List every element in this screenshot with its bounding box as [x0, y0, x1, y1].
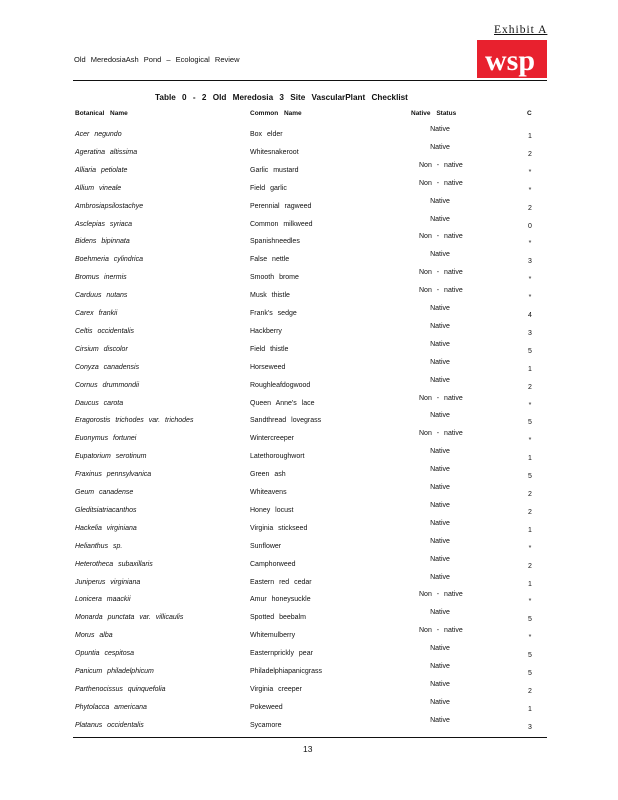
- common-name-cell: Garlic mustard: [250, 166, 299, 174]
- native-status-cell: Non - native: [419, 627, 463, 635]
- common-name-cell: Spotted beebalm: [250, 614, 306, 622]
- native-status-cell: Native: [430, 698, 450, 706]
- native-status-cell: Native: [430, 519, 450, 527]
- common-name-cell: Spanishneedles: [250, 238, 300, 246]
- c-value-cell: 2: [528, 508, 532, 516]
- c-value-cell: 3: [528, 723, 532, 731]
- native-status-cell: Native: [430, 609, 450, 617]
- logo-text: wsp: [484, 44, 536, 77]
- botanical-name-cell: Carex frankii: [75, 310, 118, 317]
- common-name-cell: Virginia creeper: [250, 685, 302, 693]
- c-value-cell: 4: [528, 312, 532, 319]
- common-name-cell: Sandthread lovegrass: [250, 417, 322, 425]
- table-row: [0, 322, 618, 346]
- common-name-cell: Camphorweed: [250, 560, 296, 568]
- common-name-cell: Whitemulberry: [250, 632, 296, 640]
- table-row: [0, 484, 618, 507]
- c-value-cell: 2: [528, 383, 532, 391]
- table-row: [0, 161, 618, 185]
- c-value-cell: *: [528, 294, 532, 302]
- native-status-cell: Non - native: [419, 591, 463, 599]
- table-row: [0, 663, 618, 686]
- native-status-cell: Native: [430, 340, 450, 348]
- botanical-name-cell: Ageratina altissima: [75, 148, 138, 156]
- table-row: [0, 233, 618, 259]
- table-row: [0, 143, 618, 167]
- table-row: [0, 340, 618, 364]
- column-header-common: Common Name: [250, 110, 302, 117]
- table-row: [0, 197, 618, 221]
- c-value-cell: 2: [528, 491, 532, 498]
- table-row: [0, 358, 618, 382]
- botanical-name-cell: Cornus drummondii: [75, 381, 140, 389]
- native-status-cell: Non - native: [419, 269, 463, 277]
- column-header-botanical: Botanical Name: [75, 110, 128, 117]
- header-rule: [73, 80, 547, 81]
- native-status-cell: Native: [430, 680, 450, 688]
- c-value-cell: 1: [528, 526, 532, 534]
- table-row: [0, 251, 618, 277]
- c-value-cell: 1: [528, 133, 532, 140]
- botanical-name-cell: Hackelia virginiana: [75, 524, 137, 532]
- common-name-cell: Perennial ragweed: [250, 202, 312, 210]
- common-name-cell: Honey locust: [250, 506, 294, 514]
- c-value-cell: 5: [528, 616, 532, 624]
- common-name-cell: Roughleafdogwood: [250, 381, 311, 389]
- native-status-cell: Native: [430, 305, 450, 312]
- table-row: [0, 519, 618, 543]
- botanical-name-cell: Eupatorium serotinum: [75, 453, 147, 461]
- c-value-cell: *: [528, 186, 532, 194]
- common-name-cell: Pokeweed: [250, 703, 283, 711]
- botanical-name-cell: Opuntia cespitosa: [75, 650, 135, 658]
- common-name-cell: Amur honeysuckle: [250, 596, 311, 604]
- footer-rule: [73, 737, 547, 738]
- native-status-cell: Native: [430, 376, 450, 384]
- c-value-cell: 2: [528, 687, 532, 695]
- native-status-cell: Non - native: [419, 179, 463, 187]
- c-value-cell: *: [528, 401, 532, 409]
- table-row: [0, 680, 618, 704]
- native-status-cell: Native: [430, 197, 450, 205]
- c-value-cell: 5: [528, 670, 532, 677]
- native-status-cell: Native: [430, 322, 450, 330]
- common-name-cell: Musk thistle: [250, 292, 290, 300]
- common-name-cell: Virginia stickseed: [250, 524, 308, 532]
- wsp-logo: [477, 40, 547, 78]
- native-status-cell: Native: [430, 358, 450, 366]
- table-row: [0, 573, 618, 597]
- table-row: [0, 305, 618, 328]
- botanical-name-cell: Eragorostis trichodes var. trichodes: [75, 417, 194, 425]
- common-name-cell: Field thistle: [250, 345, 289, 353]
- botanical-name-cell: Boehmeria cylindrica: [75, 256, 143, 264]
- document-title: Old MeredosiaAsh Pond – Ecological Review: [74, 55, 240, 64]
- common-name-cell: Common milkweed: [250, 220, 313, 228]
- c-value-cell: 1: [528, 455, 532, 463]
- botanical-name-cell: Celtis occidentalis: [75, 327, 135, 335]
- table-row: [0, 269, 618, 295]
- botanical-name-cell: Acer negundo: [75, 131, 122, 138]
- common-name-cell: Whitesnakeroot: [250, 148, 299, 156]
- common-name-cell: Whiteavens: [250, 489, 287, 496]
- table-row: [0, 555, 618, 579]
- table-row: [0, 376, 618, 400]
- native-status-cell: Native: [430, 716, 450, 724]
- common-name-cell: Latethoroughwort: [250, 453, 305, 461]
- botanical-name-cell: Juniperus virginiana: [75, 578, 141, 586]
- c-value-cell: *: [528, 634, 532, 642]
- c-value-cell: 5: [528, 473, 532, 481]
- native-status-cell: Non - native: [419, 287, 463, 295]
- common-name-cell: Field garlic: [250, 184, 287, 192]
- botanical-name-cell: Bidens bipinnata: [75, 238, 130, 246]
- table-row: [0, 698, 618, 722]
- native-status-cell: Native: [430, 412, 450, 420]
- botanical-name-cell: Heterotheca subaxillaris: [75, 560, 153, 568]
- c-value-cell: 5: [528, 419, 532, 427]
- table-row: [0, 537, 618, 561]
- common-name-cell: Sunflower: [250, 542, 282, 550]
- common-name-cell: Wintercreeper: [250, 435, 294, 443]
- c-value-cell: 3: [528, 258, 532, 266]
- native-status-cell: Native: [430, 143, 450, 151]
- c-value-cell: *: [528, 598, 532, 606]
- common-name-cell: Eastern red cedar: [250, 578, 312, 586]
- native-status-cell: Native: [430, 215, 450, 223]
- common-name-cell: Queen Anne's lace: [250, 399, 315, 407]
- common-name-cell: Horseweed: [250, 363, 286, 371]
- native-status-cell: Native: [430, 448, 450, 456]
- native-status-cell: Native: [430, 537, 450, 545]
- botanical-name-cell: Alliaria petiolate: [75, 166, 128, 174]
- native-status-cell: Native: [430, 645, 450, 653]
- common-name-cell: Green ash: [250, 471, 286, 479]
- c-value-cell: 5: [528, 652, 532, 660]
- c-value-cell: 1: [528, 705, 532, 713]
- botanical-name-cell: Euonymus fortunei: [75, 435, 137, 443]
- botanical-name-cell: Cirsium discolor: [75, 345, 128, 353]
- table-row: [0, 448, 618, 474]
- c-value-cell: 1: [528, 365, 532, 373]
- c-value-cell: 5: [528, 347, 532, 355]
- table-row: [0, 466, 618, 489]
- common-name-cell: Sycamore: [250, 721, 282, 729]
- botanical-name-cell: Platanus occidentalis: [75, 721, 144, 729]
- table-row: [0, 627, 618, 653]
- common-name-cell: Smooth brome: [250, 274, 299, 282]
- common-name-cell: Frank's sedge: [250, 310, 297, 317]
- native-status-cell: Non - native: [419, 161, 463, 169]
- table-row: [0, 215, 618, 239]
- native-status-cell: Non - native: [419, 430, 463, 438]
- native-status-cell: Native: [430, 251, 450, 259]
- table-row: [0, 609, 618, 635]
- botanical-name-cell: Carduus nutans: [75, 292, 128, 300]
- table-title: Table 0 - 2 Old Meredosia 3 Site VascularPlant Checklist: [155, 93, 408, 102]
- c-value-cell: *: [528, 544, 532, 552]
- c-value-cell: *: [528, 168, 532, 176]
- native-status-cell: Native: [430, 573, 450, 581]
- table-row: [0, 645, 618, 668]
- c-value-cell: 3: [528, 329, 532, 337]
- table-row: [0, 394, 618, 418]
- native-status-cell: Native: [430, 501, 450, 509]
- common-name-cell: Hackberry: [250, 327, 282, 335]
- botanical-name-cell: Helianthus sp.: [75, 542, 123, 550]
- common-name-cell: Easternprickly pear: [250, 650, 313, 658]
- common-name-cell: Philadelphiapanicgrass: [250, 668, 322, 675]
- c-value-cell: *: [528, 437, 532, 445]
- botanical-name-cell: Daucus carota: [75, 399, 124, 407]
- native-status-cell: Native: [430, 466, 450, 474]
- c-value-cell: *: [528, 276, 532, 284]
- common-name-cell: False nettle: [250, 256, 290, 264]
- native-status-cell: Native: [430, 126, 450, 133]
- botanical-name-cell: Bromus inermis: [75, 274, 127, 282]
- native-status-cell: Native: [430, 663, 450, 670]
- c-value-cell: *: [528, 240, 532, 248]
- botanical-name-cell: Asclepias syriaca: [75, 220, 133, 228]
- botanical-name-cell: Fraxinus pennsylvanica: [75, 471, 152, 479]
- page-number: 13: [303, 744, 313, 754]
- c-value-cell: 1: [528, 580, 532, 588]
- table-row: [0, 287, 618, 310]
- column-header-native: Native Status: [411, 110, 457, 117]
- botanical-name-cell: Ambrosiapsilostachye: [75, 202, 144, 210]
- native-status-cell: Native: [430, 484, 450, 491]
- native-status-cell: Non - native: [419, 233, 463, 241]
- botanical-name-cell: Lonicera maackii: [75, 596, 131, 604]
- native-status-cell: Native: [430, 555, 450, 563]
- c-value-cell: 0: [528, 222, 532, 230]
- table-row: [0, 430, 618, 456]
- botanical-name-cell: Conyza canadensis: [75, 363, 140, 371]
- botanical-name-cell: Geum canadense: [75, 489, 134, 496]
- c-value-cell: 2: [528, 562, 532, 570]
- botanical-name-cell: Parthenocissus quinquefolia: [75, 685, 166, 693]
- botanical-name-cell: Phytolacca americana: [75, 703, 147, 711]
- table-row: [0, 126, 618, 149]
- c-value-cell: 2: [528, 150, 532, 158]
- botanical-name-cell: Panicum philadelphicum: [75, 668, 154, 675]
- exhibit-label: Exhibit A: [494, 24, 548, 36]
- table-row: [0, 412, 618, 438]
- botanical-name-cell: Morus alba: [75, 632, 113, 640]
- common-name-cell: Box elder: [250, 131, 283, 138]
- table-row: [0, 179, 618, 203]
- table-row: [0, 591, 618, 617]
- botanical-name-cell: Allium vineale: [75, 184, 122, 192]
- botanical-name-cell: Monarda punctata var. villicaulis: [75, 614, 184, 622]
- column-header-c: C: [527, 110, 532, 117]
- botanical-name-cell: Gleditsiatriacanthos: [75, 506, 137, 514]
- table-row: [0, 501, 618, 525]
- native-status-cell: Non - native: [419, 394, 463, 402]
- c-value-cell: 2: [528, 204, 532, 212]
